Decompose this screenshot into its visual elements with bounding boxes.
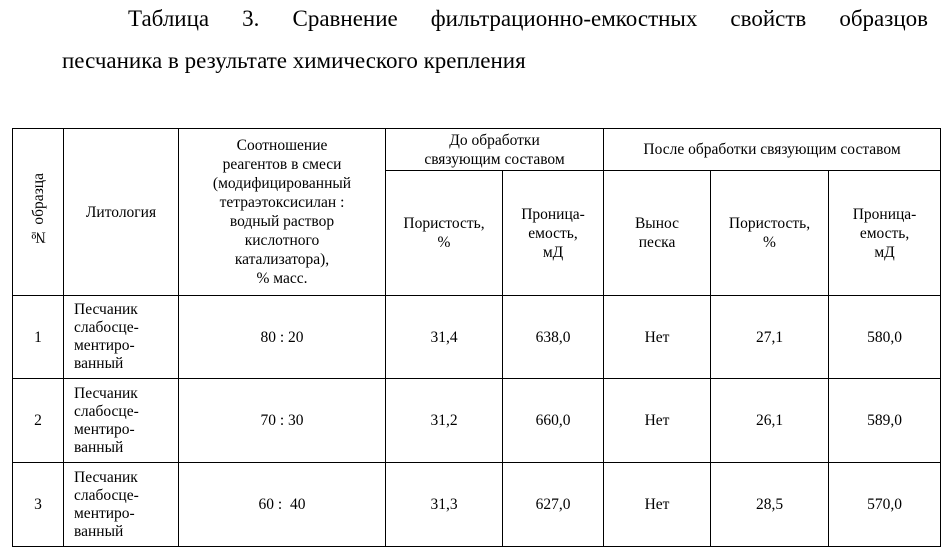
cell-sample-number: 3: [13, 463, 64, 547]
cell-sample-number: 2: [13, 379, 64, 463]
header-porosity-before: Пористость, %: [386, 171, 503, 296]
cell-lithology: Песчаник слабосце- ментиро- ванный: [64, 379, 179, 463]
cell-ratio: 60 : 40: [179, 463, 386, 547]
header-sample-number: № образца: [13, 129, 64, 296]
header-reagent-ratio: Соотношение реагентов в смеси (модифицированный тетраэтоксисилан : водный раствор кислотного катализатора), % масс.: [179, 129, 386, 296]
cell-ratio: 70 : 30: [179, 379, 386, 463]
table-row: [13, 379, 941, 463]
header-after-treatment: После обработки связующим составом: [604, 129, 941, 171]
cell-lithology: Песчаник слабосце- ментиро- ванный: [64, 296, 179, 379]
cell-sand-production: Нет: [604, 379, 711, 463]
cell-permeability-before: 627,0: [503, 463, 604, 547]
header-permeability-before: Проница- емость, мД: [503, 171, 604, 296]
cell-permeability-after: 580,0: [829, 296, 941, 379]
table-caption-line-1: Таблица 3. Сравнение фильтрационно-емкостных свойств образцов: [128, 6, 928, 31]
cell-porosity-after: 27,1: [711, 296, 829, 379]
cell-porosity-after: 26,1: [711, 379, 829, 463]
cell-permeability-after: 589,0: [829, 379, 941, 463]
comparison-table: [12, 128, 941, 547]
header-permeability-after: Проница- емость, мД: [829, 171, 941, 296]
cell-porosity-before: 31,3: [386, 463, 503, 547]
cell-lithology: Песчаник слабосце- ментиро- ванный: [64, 463, 179, 547]
header-porosity-after: Пористость, %: [711, 171, 829, 296]
cell-porosity-after: 28,5: [711, 463, 829, 547]
cell-sand-production: Нет: [604, 296, 711, 379]
header-lithology: Литология: [64, 129, 179, 296]
cell-permeability-before: 638,0: [503, 296, 604, 379]
cell-ratio: 80 : 20: [179, 296, 386, 379]
header-before-treatment: До обработки связующим составом: [386, 129, 604, 171]
table-row: [13, 463, 941, 547]
table-row: [13, 296, 941, 379]
table-caption-line-2: песчаника в результате химического крепления: [62, 48, 526, 73]
cell-sand-production: Нет: [604, 463, 711, 547]
cell-permeability-before: 660,0: [503, 379, 604, 463]
cell-sample-number: 1: [13, 296, 64, 379]
header-sand-production: Вынос песка: [604, 171, 711, 296]
cell-porosity-before: 31,2: [386, 379, 503, 463]
cell-permeability-after: 570,0: [829, 463, 941, 547]
cell-porosity-before: 31,4: [386, 296, 503, 379]
